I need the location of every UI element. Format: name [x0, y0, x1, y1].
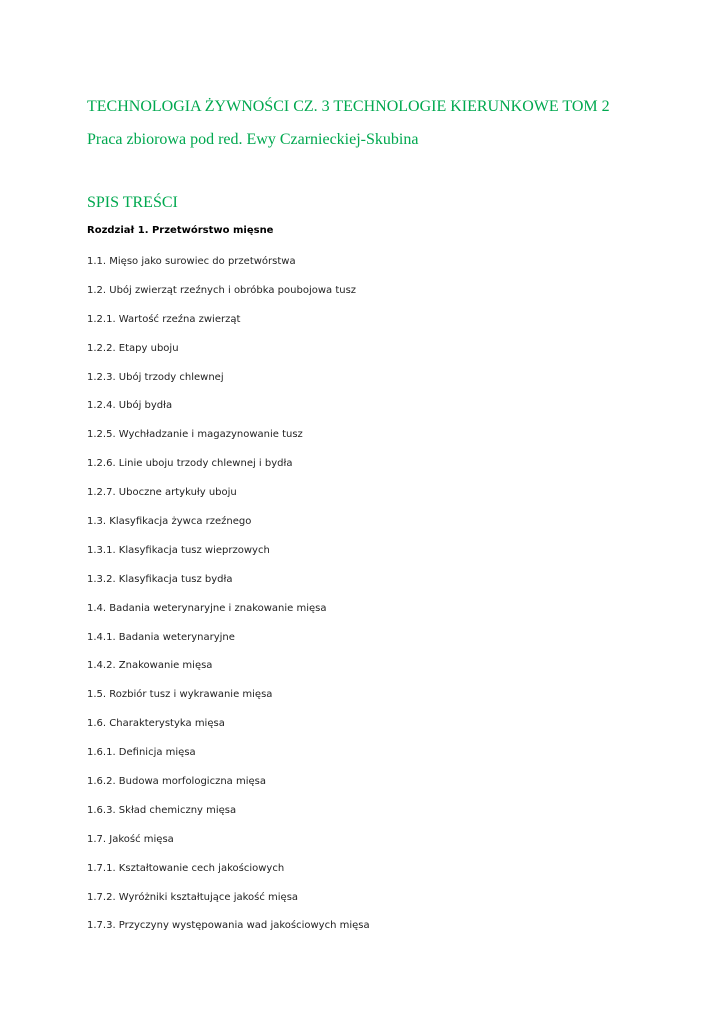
- toc-item: 1.3.2. Klasyfikacja tusz bydła: [87, 573, 233, 585]
- toc-item: 1.1. Mięso jako surowiec do przetwórstwa: [87, 256, 296, 267]
- toc-item: 1.7.1. Kształtowanie cech jakościowych: [87, 862, 285, 874]
- chapter-title: Rozdział 1. Przetwórstwo mięsne: [87, 225, 274, 236]
- toc-item: 1.7. Jakość mięsa: [87, 833, 174, 845]
- toc-heading: SPIS TREŚCI: [87, 194, 178, 211]
- toc-item: 1.2.7. Uboczne artykuły uboju: [87, 487, 237, 499]
- toc-item: 1.2.3. Ubój trzody chlewnej: [87, 371, 224, 383]
- toc-item: 1.3.1. Klasyfikacja tusz wieprzowych: [87, 544, 270, 556]
- toc-list: [87, 255, 370, 948]
- toc-item: 1.2.6. Linie uboju trzody chlewnej i bydła: [87, 458, 293, 470]
- toc-item: 1.2.1. Wartość rzeźna zwierząt: [87, 313, 241, 325]
- toc-item: 1.2.5. Wychładzanie i magazynowanie tusz: [87, 429, 303, 441]
- toc-item: 1.6. Charakterystyka mięsa: [87, 718, 225, 730]
- toc-item: 1.2.4. Ubój bydła: [87, 400, 173, 412]
- toc-item: 1.6.1. Definicja mięsa: [87, 747, 196, 759]
- document-subtitle: Praca zbiorowa pod red. Ewy Czarnieckiej-Skubina: [87, 131, 419, 148]
- document-title: TECHNOLOGIA ŻYWNOŚCI CZ. 3 TECHNOLOGIE KIERUNKOWE TOM 2: [87, 98, 610, 115]
- toc-item: 1.6.2. Budowa morfologiczna mięsa: [87, 776, 266, 788]
- toc-item: 1.4. Badania weterynaryjne i znakowanie mięsa: [87, 602, 327, 614]
- toc-item: 1.6.3. Skład chemiczny mięsa: [87, 804, 237, 816]
- toc-item: 1.3. Klasyfikacja żywca rzeźnego: [87, 516, 252, 528]
- toc-item: 1.7.2. Wyróżniki kształtujące jakość mięsa: [87, 891, 299, 903]
- toc-item: 1.4.2. Znakowanie mięsa: [87, 660, 213, 672]
- toc-item: 1.2. Ubój zwierząt rzeźnych i obróbka poubojowa tusz: [87, 284, 357, 296]
- toc-item: 1.4.1. Badania weterynaryjne: [87, 631, 235, 643]
- toc-item: 1.2.2. Etapy uboju: [87, 342, 179, 354]
- toc-item: 1.7.3. Przyczyny występowania wad jakościowych mięsa: [87, 920, 370, 932]
- toc-item: 1.5. Rozbiór tusz i wykrawanie mięsa: [87, 689, 273, 701]
